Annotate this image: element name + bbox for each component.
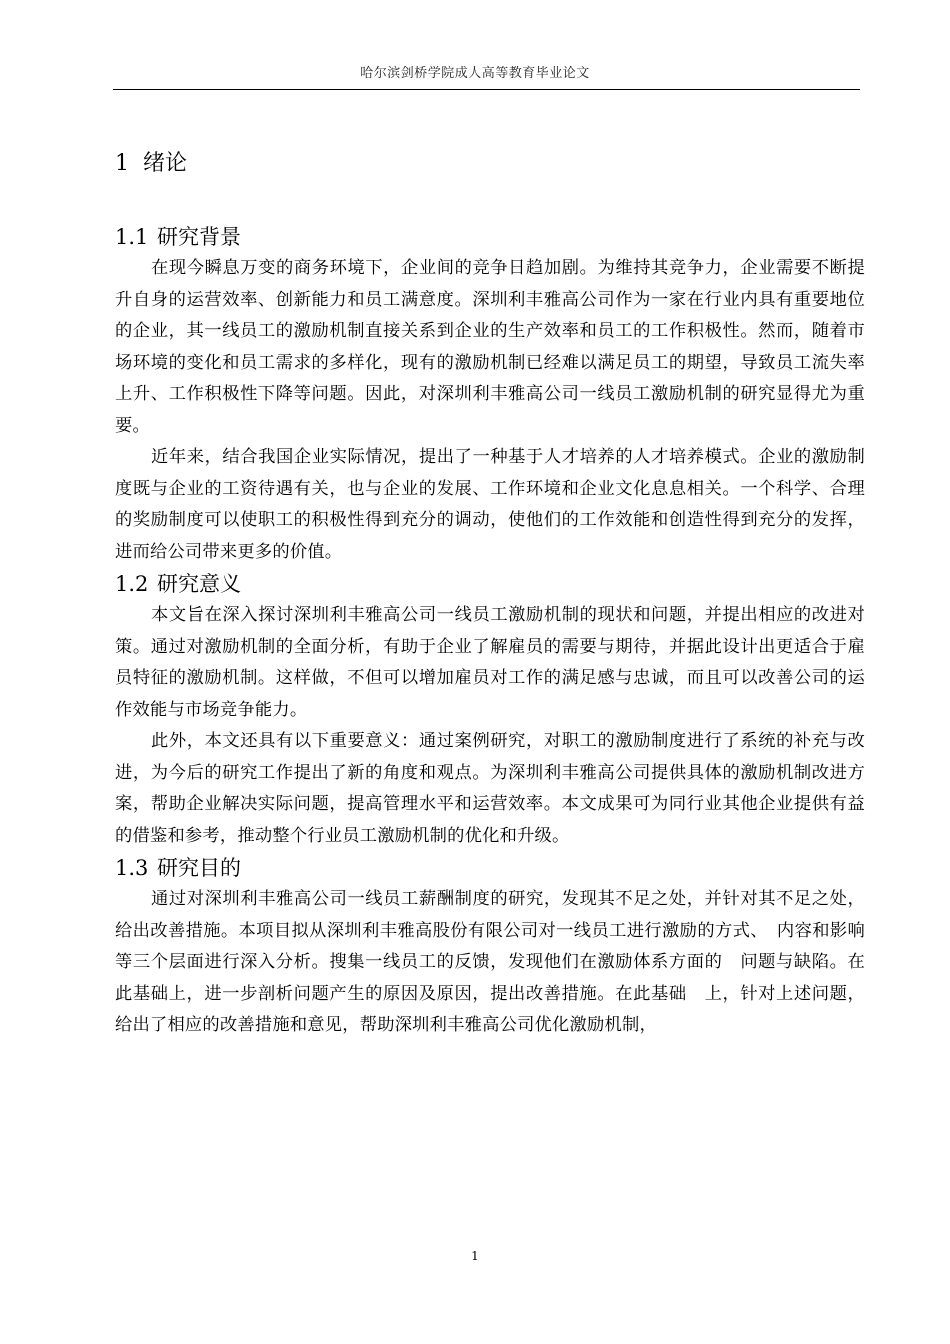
header-rule [113,89,860,90]
page-number: 1 [471,1249,479,1263]
chapter-title: 绪论 [143,151,188,176]
paragraph: 通过对深圳利丰雅高公司一线员工薪酬制度的研究，发现其不足之处，并针对其不足之处，给出改善措施。本项目拟从深圳利丰雅高股份有限公司对一线员工进行激励的方式、 内容和影响等三个层面进行深入分析。搜集一线员工的反馈，发现他们在激励体系方面的 问题与缺陷。在此基础上，进一步剖析问题产生的原因及原因，提出改善措施。在此基础 上，针对上述问题，给出了相应的改善措施和意见，帮助深圳利丰雅高公司优化激励机制， [115,889,865,1035]
paragraph: 近年来，结合我国企业实际情况，提出了一种基于人才培养的人才培养模式。企业的激励制度既与企业的工资待遇有关，也与企业的发展、工作环境和企业文化息息相关。一个科学、合理的奖励制度可以使职工的积极性得到充分的调动，使他们的工作效能和创造性得到充分的发挥，进而给公司带来更多的价值。 [115,447,865,562]
section-heading-1-1 [115,221,865,253]
section-title: 研究背景 [157,225,241,249]
page-body [115,147,865,1042]
section-heading-1-2 [115,568,865,600]
running-header: 哈尔滨剑桥学院成人高等教育毕业论文 [360,66,590,81]
paragraph: 此外，本文还具有以下重要意义：通过案例研究，对职工的激励制度进行了系统的补充与改进，为今后的研究工作提出了新的角度和观点。为深圳利丰雅高公司提供具体的激励机制改进方案，帮助企业解决实际问题，提高管理水平和运营效率。本文成果可为同行业其他企业提供有益的借鉴和参考，推动整个行业员工激励机制的优化和升级。 [115,731,865,846]
section-number: 1.2 [115,572,149,596]
chapter-heading [115,147,865,181]
paragraph: 在现今瞬息万变的商务环境下，企业间的竞争日趋加剧。为维持其竞争力，企业需要不断提升自身的运营效率、创新能力和员工满意度。深圳利丰雅高公司作为一家在行业内具有重要地位的企业，其一线员工的激励机制直接关系到企业的生产效率和员工的工作积极性。然而，随着市场环境的变化和员工需求的多样化，现有的激励机制已经难以满足员工的期望，导致员工流失率上升、工作积极性下降等问题。因此，对深圳利丰雅高公司一线员工激励机制的研究显得尤为重要。 [115,258,865,436]
section-title: 研究目的 [157,856,241,880]
section-title: 研究意义 [157,572,241,596]
paragraph: 本文旨在深入探讨深圳利丰雅高公司一线员工激励机制的现状和问题，并提出相应的改进对策。通过对激励机制的全面分析，有助于企业了解雇员的需要与期待，并据此设计出更适合于雇员特征的激励机制。这样做，不但可以增加雇员对工作的满足感与忠诚，而且可以改善公司的运作效能与市场竞争能力。 [115,605,865,720]
section-number: 1.3 [115,856,149,880]
chapter-number: 1 [115,151,129,176]
section-heading-1-3 [115,852,865,884]
section-number: 1.1 [115,225,149,249]
